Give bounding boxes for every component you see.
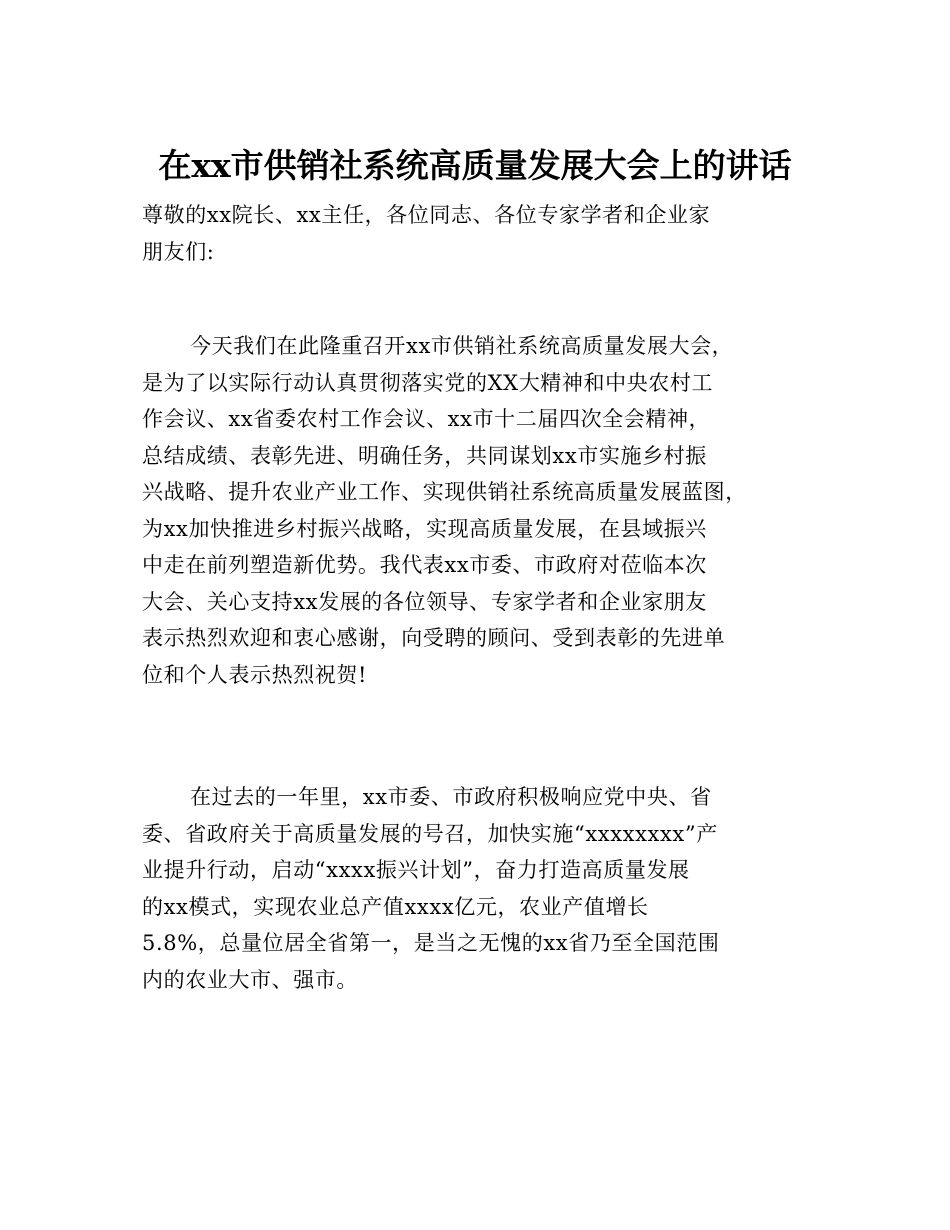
- text-line: 今天我们在此隆重召开xx市供销社系统高质量发展大会，: [190, 334, 734, 358]
- text-line: 业提升行动，启动“xxxx振兴计划”，奋力打造高质量发展: [142, 858, 690, 882]
- text-line: 委、省政府关于高质量发展的号召，加快实施“xxxxxxxx”产: [142, 821, 718, 846]
- text-line: 表示热烈欢迎和衷心感谢，向受聘的顾问、受到表彰的先进单: [142, 626, 726, 650]
- paragraph-1: [142, 328, 832, 693]
- paragraph-2: [142, 779, 832, 998]
- text-line: 5.8%，总量位居全省第一，是当之无愧的xx省乃至全国范围: [142, 931, 720, 955]
- text-line: 兴战略、提升农业产业工作、实现供销社系统高质量发展蓝图，: [142, 480, 747, 504]
- text-line: 在过去的一年里，xx市委、市政府积极响应党中央、省: [190, 785, 712, 809]
- document-title: 在xx市供销社系统高质量发展大会上的讲话: [158, 146, 792, 185]
- text-line: 中走在前列塑造新优势。我代表xx市委、市政府对莅临本次: [142, 553, 707, 577]
- text-line: 大会、关心支持xx发展的各位领导、专家学者和企业家朋友: [142, 589, 707, 614]
- text-line: 的xx模式，实现农业总产值xxxx亿元，农业产值增长: [142, 894, 649, 919]
- salutation: [142, 197, 832, 270]
- text-line: 尊敬的xx院长、xx主任，各位同志、各位专家学者和企业家: [142, 203, 711, 227]
- text-line: 位和个人表示热烈祝贺!: [142, 662, 368, 687]
- text-line: 朋友们:: [142, 239, 215, 264]
- text-line: 作会议、xx省委农村工作会议、xx市十二届四次全会精神，: [142, 407, 711, 431]
- text-line: 内的农业大市、强市。: [142, 967, 358, 992]
- text-line: 是为了以实际行动认真贯彻落实党的XX大精神和中央农村工: [142, 370, 714, 395]
- text-line: 总结成绩、表彰先进、明确任务，共同谋划xx市实施乡村振: [142, 443, 707, 468]
- text-line: 为xx加快推进乡村振兴战略，实现高质量发展，在县域振兴: [142, 516, 707, 541]
